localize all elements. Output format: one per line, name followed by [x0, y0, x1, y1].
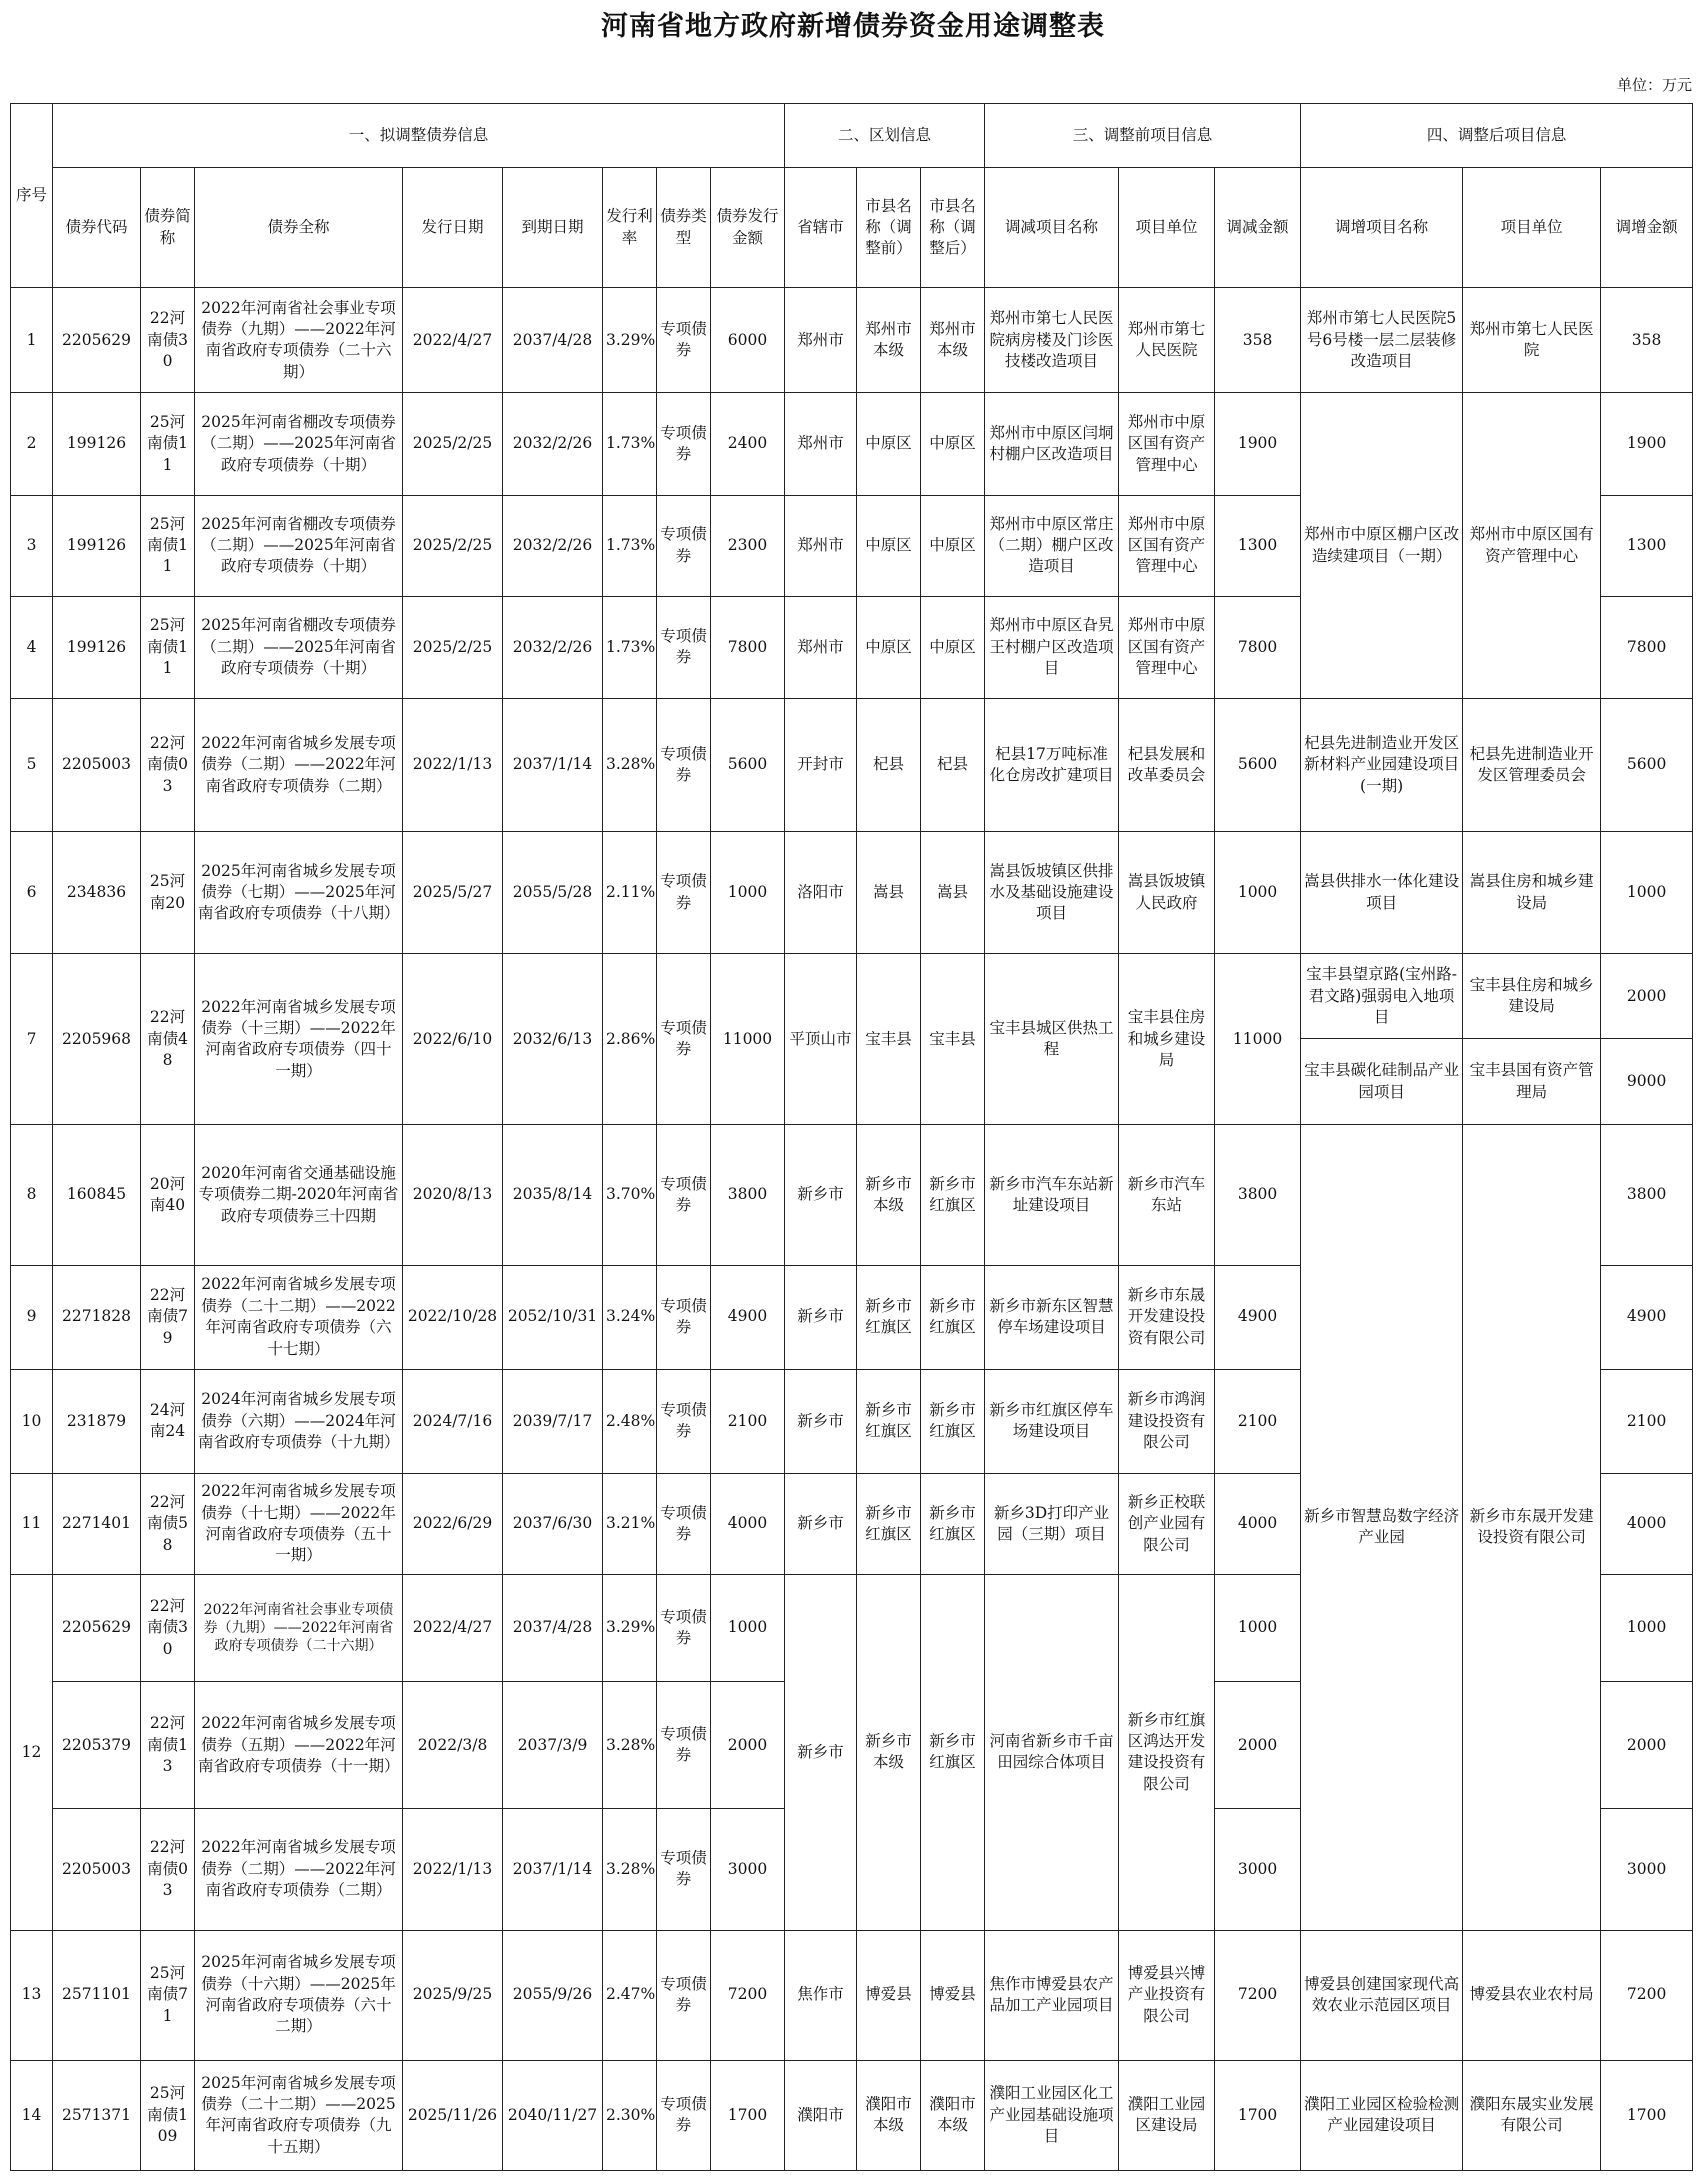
cell-seq: 3 — [11, 495, 53, 596]
cell-after-unit: 博爱县农业农村局 — [1463, 1930, 1601, 2060]
cell-rate: 3.29% — [603, 288, 657, 393]
header-row-groups — [11, 104, 1693, 168]
cell-bond-type: 专项债券 — [657, 596, 711, 698]
cell-rate: 2.30% — [603, 2060, 657, 2170]
cell-maturity-date: 2052/10/31 — [503, 1265, 603, 1369]
cell-reduce-project: 郑州市中原区常庄（二期）棚户区改造项目 — [985, 495, 1119, 596]
cell-bond-short: 25河南20 — [141, 832, 195, 954]
cell-bond-full: 2022年河南省社会事业专项债券（九期）——2022年河南省政府专项债券（二十六期） — [195, 288, 403, 393]
cell-province-city: 开封市 — [785, 698, 857, 831]
cell-bond-short: 22河南债79 — [141, 1265, 195, 1369]
header-before-unit: 项目单位 — [1119, 168, 1215, 288]
cell-bond-code: 2205629 — [53, 288, 141, 393]
cell-reduce-amount: 1900 — [1215, 393, 1301, 495]
cell-issue-amount: 1000 — [711, 832, 785, 954]
cell-bond-full: 2022年河南省城乡发展专项债券（二期）——2022年河南省政府专项债券（二期） — [195, 1809, 403, 1930]
cell-bond-type: 专项债券 — [657, 1265, 711, 1369]
cell-bond-code: 199126 — [53, 596, 141, 698]
cell-bond-full: 2022年河南省城乡发展专项债券（五期）——2022年河南省政府专项债券（十一期） — [195, 1682, 403, 1809]
cell-county-before: 新乡市红旗区 — [857, 1265, 921, 1369]
cell-rate: 1.73% — [603, 495, 657, 596]
cell-increase-amount: 3000 — [1601, 1809, 1693, 1930]
header-group-after: 四、调整后项目信息 — [1301, 104, 1693, 168]
cell-reduce-amount: 5600 — [1215, 698, 1301, 831]
cell-county-before: 博爱县 — [857, 1930, 921, 2060]
cell-bond-full: 2025年河南省棚改专项债券（二期）——2025年河南省政府专项债券（十期） — [195, 495, 403, 596]
cell-seq: 1 — [11, 288, 53, 393]
cell-before-unit: 郑州市第七人民医院 — [1119, 288, 1215, 393]
cell-issue-date: 2022/6/10 — [403, 954, 503, 1125]
cell-after-unit: 宝丰县国有资产管理局 — [1463, 1039, 1601, 1125]
cell-issue-amount: 3800 — [711, 1125, 785, 1265]
cell-bond-short: 22河南债03 — [141, 698, 195, 831]
cell-issue-amount: 3000 — [711, 1809, 785, 1930]
cell-maturity-date: 2055/5/28 — [503, 832, 603, 954]
cell-before-unit: 新乡市汽车东站 — [1119, 1125, 1215, 1265]
cell-issue-date: 2025/9/25 — [403, 1930, 503, 2060]
cell-bond-short: 22河南债30 — [141, 1575, 195, 1682]
cell-county-after: 中原区 — [921, 393, 985, 495]
cell-rate: 2.11% — [603, 832, 657, 954]
cell-reduce-project: 新乡市汽车东站新址建设项目 — [985, 1125, 1119, 1265]
cell-issue-date: 2025/2/25 — [403, 596, 503, 698]
cell-maturity-date: 2032/6/13 — [503, 954, 603, 1125]
cell-seq: 4 — [11, 596, 53, 698]
cell-reduce-amount: 11000 — [1215, 954, 1301, 1125]
cell-issue-date: 2022/1/13 — [403, 1809, 503, 1930]
cell-bond-short: 20河南40 — [141, 1125, 195, 1265]
header-group-before: 三、调整前项目信息 — [985, 104, 1301, 168]
cell-issue-amount: 7200 — [711, 1930, 785, 2060]
cell-increase-project-merged: 新乡市智慧岛数字经济产业园 — [1301, 1125, 1463, 1930]
cell-before-unit: 新乡市鸿润建设投资有限公司 — [1119, 1369, 1215, 1473]
cell-maturity-date: 2037/3/9 — [503, 1682, 603, 1809]
cell-bond-code: 231879 — [53, 1369, 141, 1473]
cell-issue-date: 2022/1/13 — [403, 698, 503, 831]
cell-province-city: 焦作市 — [785, 1930, 857, 2060]
cell-province-city: 郑州市 — [785, 393, 857, 495]
header-increase-project: 调增项目名称 — [1301, 168, 1463, 288]
cell-increase-amount: 7200 — [1601, 1930, 1693, 2060]
cell-county-after: 濮阳市本级 — [921, 2060, 985, 2170]
cell-seq: 7 — [11, 954, 53, 1125]
cell-bond-full: 2025年河南省城乡发展专项债券（十六期）——2025年河南省政府专项债券（六十二期） — [195, 1930, 403, 2060]
cell-county-before: 嵩县 — [857, 832, 921, 954]
cell-reduce-project: 新乡市新东区智慧停车场建设项目 — [985, 1265, 1119, 1369]
cell-reduce-amount: 4900 — [1215, 1265, 1301, 1369]
cell-issue-amount: 6000 — [711, 288, 785, 393]
cell-issue-date: 2025/5/27 — [403, 832, 503, 954]
cell-county-before: 杞县 — [857, 698, 921, 831]
cell-bond-type: 专项债券 — [657, 1125, 711, 1265]
cell-county-after: 新乡市红旗区 — [921, 1575, 985, 1930]
cell-seq: 9 — [11, 1265, 53, 1369]
document-title: 河南省地方政府新增债券资金用途调整表 — [601, 11, 1105, 42]
cell-county-after: 新乡市红旗区 — [921, 1265, 985, 1369]
header-county-after: 市县名称（调整后） — [921, 168, 985, 288]
cell-bond-short: 22河南债58 — [141, 1473, 195, 1574]
cell-rate: 3.28% — [603, 1682, 657, 1809]
cell-reduce-amount: 2100 — [1215, 1369, 1301, 1473]
cell-county-before: 宝丰县 — [857, 954, 921, 1125]
cell-rate: 3.21% — [603, 1473, 657, 1574]
cell-province-city: 郑州市 — [785, 596, 857, 698]
unit-label: 单位：万元 — [1616, 76, 1692, 94]
header-issue-amount: 债券发行金额 — [711, 168, 785, 288]
cell-increase-amount: 5600 — [1601, 698, 1693, 831]
cell-bond-full: 2025年河南省棚改专项债券（二期）——2025年河南省政府专项债券（十期） — [195, 596, 403, 698]
cell-increase-amount: 1000 — [1601, 1575, 1693, 1682]
cell-province-city: 新乡市 — [785, 1575, 857, 1930]
header-group-bond: 一、拟调整债券信息 — [53, 104, 785, 168]
cell-before-unit: 郑州市中原区国有资产管理中心 — [1119, 393, 1215, 495]
cell-bond-type: 专项债券 — [657, 1809, 711, 1930]
cell-county-before: 中原区 — [857, 596, 921, 698]
cell-before-unit: 博爱县兴博产业投资有限公司 — [1119, 1930, 1215, 2060]
table-row-1 — [11, 288, 1693, 393]
cell-increase-project: 宝丰县望京路(宝州路-君文路)强弱电入地项目 — [1301, 954, 1463, 1039]
cell-bond-code: 2205003 — [53, 1809, 141, 1930]
cell-issue-amount: 2100 — [711, 1369, 785, 1473]
cell-bond-code: 2271828 — [53, 1265, 141, 1369]
cell-maturity-date: 2037/1/14 — [503, 1809, 603, 1930]
cell-province-city: 郑州市 — [785, 495, 857, 596]
cell-increase-amount: 1000 — [1601, 832, 1693, 954]
cell-maturity-date: 2032/2/26 — [503, 596, 603, 698]
cell-county-after: 中原区 — [921, 495, 985, 596]
cell-before-unit: 郑州市中原区国有资产管理中心 — [1119, 596, 1215, 698]
cell-rate: 1.73% — [603, 393, 657, 495]
cell-issue-date: 2020/8/13 — [403, 1125, 503, 1265]
cell-bond-full: 2022年河南省城乡发展专项债券（二十二期）——2022年河南省政府专项债券（六十七期） — [195, 1265, 403, 1369]
header-increase-amount: 调增金额 — [1601, 168, 1693, 288]
cell-issue-date: 2022/4/27 — [403, 1575, 503, 1682]
cell-maturity-date: 2055/9/26 — [503, 1930, 603, 2060]
cell-bond-full: 2022年河南省城乡发展专项债券（十三期）——2022年河南省政府专项债券（四十一期） — [195, 954, 403, 1125]
table-row-5 — [11, 698, 1693, 831]
cell-issue-amount: 2400 — [711, 393, 785, 495]
cell-county-before: 新乡市红旗区 — [857, 1473, 921, 1574]
cell-county-before: 新乡市本级 — [857, 1125, 921, 1265]
cell-bond-code: 2271401 — [53, 1473, 141, 1574]
table-row-7 — [11, 954, 1693, 1039]
cell-reduce-amount: 7200 — [1215, 1930, 1301, 2060]
cell-province-city: 新乡市 — [785, 1265, 857, 1369]
cell-bond-type: 专项债券 — [657, 1930, 711, 2060]
cell-maturity-date: 2037/6/30 — [503, 1473, 603, 1574]
cell-reduce-amount: 4000 — [1215, 1473, 1301, 1574]
cell-bond-type: 专项债券 — [657, 2060, 711, 2170]
cell-increase-project: 宝丰县碳化硅制品产业园项目 — [1301, 1039, 1463, 1125]
cell-province-city: 濮阳市 — [785, 2060, 857, 2170]
header-bond-code: 债券代码 — [53, 168, 141, 288]
cell-issue-amount: 11000 — [711, 954, 785, 1125]
cell-maturity-date: 2035/8/14 — [503, 1125, 603, 1265]
cell-bond-short: 24河南24 — [141, 1369, 195, 1473]
cell-maturity-date: 2037/4/28 — [503, 288, 603, 393]
cell-before-unit: 新乡市红旗区鸿达开发建设投资有限公司 — [1119, 1575, 1215, 1930]
cell-reduce-project: 焦作市博爱县农产品加工产业园项目 — [985, 1930, 1119, 2060]
cell-increase-project-merged: 郑州市中原区棚户区改造续建项目（一期） — [1301, 393, 1463, 698]
cell-county-after: 嵩县 — [921, 832, 985, 954]
cell-bond-short: 22河南债30 — [141, 288, 195, 393]
cell-rate: 3.28% — [603, 698, 657, 831]
cell-county-before: 濮阳市本级 — [857, 2060, 921, 2170]
cell-rate: 1.73% — [603, 596, 657, 698]
cell-province-city: 郑州市 — [785, 288, 857, 393]
cell-rate: 3.29% — [603, 1575, 657, 1682]
cell-rate: 2.86% — [603, 954, 657, 1125]
cell-rate: 2.48% — [603, 1369, 657, 1473]
cell-reduce-project: 新乡市红旗区停车场建设项目 — [985, 1369, 1119, 1473]
cell-county-after: 宝丰县 — [921, 954, 985, 1125]
cell-bond-code: 2205968 — [53, 954, 141, 1125]
cell-maturity-date: 2037/4/28 — [503, 1575, 603, 1682]
cell-issue-amount: 4000 — [711, 1473, 785, 1574]
cell-reduce-amount: 3000 — [1215, 1809, 1301, 1930]
cell-county-after: 新乡市红旗区 — [921, 1125, 985, 1265]
cell-bond-code: 234836 — [53, 832, 141, 954]
cell-issue-date: 2022/6/29 — [403, 1473, 503, 1574]
header-rate: 发行利率 — [603, 168, 657, 288]
cell-increase-amount: 7800 — [1601, 596, 1693, 698]
cell-increase-amount: 2100 — [1601, 1369, 1693, 1473]
adjustment-table — [10, 103, 1693, 2171]
cell-seq: 2 — [11, 393, 53, 495]
cell-issue-date: 2025/2/25 — [403, 393, 503, 495]
cell-bond-full: 2022年河南省城乡发展专项债券（十七期）——2022年河南省政府专项债券（五十一期） — [195, 1473, 403, 1574]
cell-reduce-amount: 1300 — [1215, 495, 1301, 596]
cell-bond-type: 专项债券 — [657, 1575, 711, 1682]
table-row-14 — [11, 2060, 1693, 2170]
cell-before-unit: 郑州市中原区国有资产管理中心 — [1119, 495, 1215, 596]
cell-reduce-project: 郑州市中原区闫垌村棚户区改造项目 — [985, 393, 1119, 495]
cell-seq: 14 — [11, 2060, 53, 2170]
cell-increase-amount: 9000 — [1601, 1039, 1693, 1125]
cell-bond-full: 2025年河南省棚改专项债券（二期）——2025年河南省政府专项债券（十期） — [195, 393, 403, 495]
cell-reduce-amount: 3800 — [1215, 1125, 1301, 1265]
cell-reduce-project: 杞县17万吨标准化仓房改扩建项目 — [985, 698, 1119, 831]
cell-issue-amount: 1000 — [711, 1575, 785, 1682]
cell-bond-short: 22河南债13 — [141, 1682, 195, 1809]
cell-increase-amount: 2000 — [1601, 954, 1693, 1039]
cell-bond-full: 2022年河南省社会事业专项债券（九期）——2022年河南省政府专项债券（二十六期） — [195, 1575, 403, 1682]
cell-before-unit: 嵩县饭坡镇人民政府 — [1119, 832, 1215, 954]
table-row-8 — [11, 1125, 1693, 1265]
cell-province-city: 洛阳市 — [785, 832, 857, 954]
cell-bond-type: 专项债券 — [657, 495, 711, 596]
cell-issue-date: 2022/4/27 — [403, 288, 503, 393]
cell-bond-full: 2025年河南省城乡发展专项债券（七期）——2025年河南省政府专项债券（十八期） — [195, 832, 403, 954]
cell-reduce-amount: 358 — [1215, 288, 1301, 393]
cell-bond-type: 专项债券 — [657, 1682, 711, 1809]
cell-increase-amount: 1700 — [1601, 2060, 1693, 2170]
cell-rate: 3.24% — [603, 1265, 657, 1369]
cell-county-before: 中原区 — [857, 495, 921, 596]
header-reduce-project: 调减项目名称 — [985, 168, 1119, 288]
header-group-region: 二、区划信息 — [785, 104, 985, 168]
cell-maturity-date: 2040/11/27 — [503, 2060, 603, 2170]
table-row-13 — [11, 1930, 1693, 2060]
cell-bond-type: 专项债券 — [657, 288, 711, 393]
cell-reduce-project: 宝丰县城区供热工程 — [985, 954, 1119, 1125]
cell-after-unit: 宝丰县住房和城乡建设局 — [1463, 954, 1601, 1039]
cell-bond-full: 2024年河南省城乡发展专项债券（六期）——2024年河南省政府专项债券（十九期） — [195, 1369, 403, 1473]
header-after-unit: 项目单位 — [1463, 168, 1601, 288]
cell-bond-full: 2025年河南省城乡发展专项债券（二十二期）——2025年河南省政府专项债券（九十五期） — [195, 2060, 403, 2170]
cell-issue-date: 2025/11/26 — [403, 2060, 503, 2170]
cell-after-unit: 嵩县住房和城乡建设局 — [1463, 832, 1601, 954]
cell-issue-amount: 7800 — [711, 596, 785, 698]
cell-bond-short: 25河南债11 — [141, 393, 195, 495]
cell-bond-code: 2571371 — [53, 2060, 141, 2170]
cell-county-before: 郑州市本级 — [857, 288, 921, 393]
table-row-2 — [11, 393, 1693, 495]
cell-county-after: 郑州市本级 — [921, 288, 985, 393]
cell-bond-code: 2205003 — [53, 698, 141, 831]
cell-county-after: 杞县 — [921, 698, 985, 831]
cell-bond-code: 2205629 — [53, 1575, 141, 1682]
header-bond-type: 债券类型 — [657, 168, 711, 288]
cell-county-before: 中原区 — [857, 393, 921, 495]
cell-bond-short: 22河南债03 — [141, 1809, 195, 1930]
cell-county-after: 中原区 — [921, 596, 985, 698]
cell-county-before: 新乡市红旗区 — [857, 1369, 921, 1473]
cell-issue-amount: 5600 — [711, 698, 785, 831]
cell-bond-type: 专项债券 — [657, 832, 711, 954]
cell-bond-code: 160845 — [53, 1125, 141, 1265]
cell-bond-code: 199126 — [53, 495, 141, 596]
cell-before-unit: 宝丰县住房和城乡建设局 — [1119, 954, 1215, 1125]
cell-rate: 3.70% — [603, 1125, 657, 1265]
header-province-city: 省辖市 — [785, 168, 857, 288]
cell-reduce-amount: 1000 — [1215, 832, 1301, 954]
cell-maturity-date: 2037/1/14 — [503, 698, 603, 831]
cell-before-unit: 新乡正校联创产业园有限公司 — [1119, 1473, 1215, 1574]
cell-increase-amount: 3800 — [1601, 1125, 1693, 1265]
cell-reduce-amount: 1700 — [1215, 2060, 1301, 2170]
cell-issue-amount: 2300 — [711, 495, 785, 596]
cell-increase-amount: 358 — [1601, 288, 1693, 393]
cell-reduce-amount: 1000 — [1215, 1575, 1301, 1682]
cell-increase-project: 嵩县供排水一体化建设项目 — [1301, 832, 1463, 954]
cell-increase-project: 博爱县创建国家现代高效农业示范园区项目 — [1301, 1930, 1463, 2060]
cell-issue-amount: 1700 — [711, 2060, 785, 2170]
cell-increase-project: 郑州市第七人民医院5号6号楼一层二层装修改造项目 — [1301, 288, 1463, 393]
cell-before-unit: 新乡市东晟开发建设投资有限公司 — [1119, 1265, 1215, 1369]
cell-seq: 5 — [11, 698, 53, 831]
header-seq: 序号 — [11, 104, 53, 288]
cell-bond-code: 199126 — [53, 393, 141, 495]
cell-bond-type: 专项债券 — [657, 1369, 711, 1473]
cell-increase-project: 濮阳工业园区检验检测产业园建设项目 — [1301, 2060, 1463, 2170]
header-bond-short: 债券简称 — [141, 168, 195, 288]
cell-after-unit-merged: 郑州市中原区国有资产管理中心 — [1463, 393, 1601, 698]
cell-county-after: 新乡市红旗区 — [921, 1369, 985, 1473]
table-row-6 — [11, 832, 1693, 954]
cell-reduce-amount: 2000 — [1215, 1682, 1301, 1809]
cell-after-unit: 郑州市第七人民医院 — [1463, 288, 1601, 393]
cell-seq: 11 — [11, 1473, 53, 1574]
cell-reduce-project: 河南省新乡市千亩田园综合体项目 — [985, 1575, 1119, 1930]
cell-bond-code: 2205379 — [53, 1682, 141, 1809]
cell-province-city: 平顶山市 — [785, 954, 857, 1125]
header-county-before: 市县名称（调整前） — [857, 168, 921, 288]
cell-bond-short: 25河南债71 — [141, 1930, 195, 2060]
cell-county-after: 博爱县 — [921, 1930, 985, 2060]
cell-bond-type: 专项债券 — [657, 954, 711, 1125]
cell-bond-full: 2022年河南省城乡发展专项债券（二期）——2022年河南省政府专项债券（二期） — [195, 698, 403, 831]
cell-issue-date: 2024/7/16 — [403, 1369, 503, 1473]
cell-issue-date: 2022/10/28 — [403, 1265, 503, 1369]
cell-after-unit: 濮阳东晟实业发展有限公司 — [1463, 2060, 1601, 2170]
cell-bond-code: 2571101 — [53, 1930, 141, 2060]
cell-reduce-project: 濮阳工业园区化工产业园基础设施项目 — [985, 2060, 1119, 2170]
cell-issue-date: 2025/2/25 — [403, 495, 503, 596]
header-row-columns — [11, 168, 1693, 288]
cell-issue-amount: 2000 — [711, 1682, 785, 1809]
cell-reduce-project: 郑州市第七人民医院病房楼及门诊医技楼改造项目 — [985, 288, 1119, 393]
cell-increase-amount: 4000 — [1601, 1473, 1693, 1574]
cell-bond-short: 22河南债48 — [141, 954, 195, 1125]
cell-province-city: 新乡市 — [785, 1369, 857, 1473]
cell-increase-amount: 1900 — [1601, 393, 1693, 495]
cell-increase-amount: 1300 — [1601, 495, 1693, 596]
cell-reduce-project: 郑州市中原区旮旯王村棚户区改造项目 — [985, 596, 1119, 698]
cell-rate: 2.47% — [603, 1930, 657, 2060]
cell-bond-full: 2020年河南省交通基础设施专项债券二期-2020年河南省政府专项债券三十四期 — [195, 1125, 403, 1265]
cell-seq: 6 — [11, 832, 53, 954]
cell-issue-amount: 4900 — [711, 1265, 785, 1369]
cell-seq: 13 — [11, 1930, 53, 2060]
cell-after-unit: 杞县先进制造业开发区管理委员会 — [1463, 698, 1601, 831]
header-reduce-amount: 调减金额 — [1215, 168, 1301, 288]
cell-bond-type: 专项债券 — [657, 393, 711, 495]
cell-bond-short: 25河南债11 — [141, 596, 195, 698]
cell-before-unit: 杞县发展和改革委员会 — [1119, 698, 1215, 831]
cell-bond-short: 25河南债109 — [141, 2060, 195, 2170]
cell-increase-project: 杞县先进制造业开发区新材料产业园建设项目(一期) — [1301, 698, 1463, 831]
cell-reduce-project: 嵩县饭坡镇区供排水及基础设施建设项目 — [985, 832, 1119, 954]
header-bond-full: 债券全称 — [195, 168, 403, 288]
cell-rate: 3.28% — [603, 1809, 657, 1930]
cell-county-after: 新乡市红旗区 — [921, 1473, 985, 1574]
cell-issue-date: 2022/3/8 — [403, 1682, 503, 1809]
cell-bond-type: 专项债券 — [657, 698, 711, 831]
cell-after-unit-merged: 新乡市东晟开发建设投资有限公司 — [1463, 1125, 1601, 1930]
cell-maturity-date: 2039/7/17 — [503, 1369, 603, 1473]
cell-reduce-project: 新乡3D打印产业园（三期）项目 — [985, 1473, 1119, 1574]
cell-increase-amount: 2000 — [1601, 1682, 1693, 1809]
cell-maturity-date: 2032/2/26 — [503, 393, 603, 495]
cell-province-city: 新乡市 — [785, 1125, 857, 1265]
cell-increase-amount: 4900 — [1601, 1265, 1693, 1369]
cell-reduce-amount: 7800 — [1215, 596, 1301, 698]
cell-before-unit: 濮阳工业园区建设局 — [1119, 2060, 1215, 2170]
cell-maturity-date: 2032/2/26 — [503, 495, 603, 596]
cell-seq: 10 — [11, 1369, 53, 1473]
cell-seq: 8 — [11, 1125, 53, 1265]
cell-province-city: 新乡市 — [785, 1473, 857, 1574]
cell-bond-type: 专项债券 — [657, 1473, 711, 1574]
header-maturity-date: 到期日期 — [503, 168, 603, 288]
header-issue-date: 发行日期 — [403, 168, 503, 288]
cell-seq: 12 — [11, 1575, 53, 1930]
cell-county-before: 新乡市本级 — [857, 1575, 921, 1930]
cell-bond-short: 25河南债11 — [141, 495, 195, 596]
